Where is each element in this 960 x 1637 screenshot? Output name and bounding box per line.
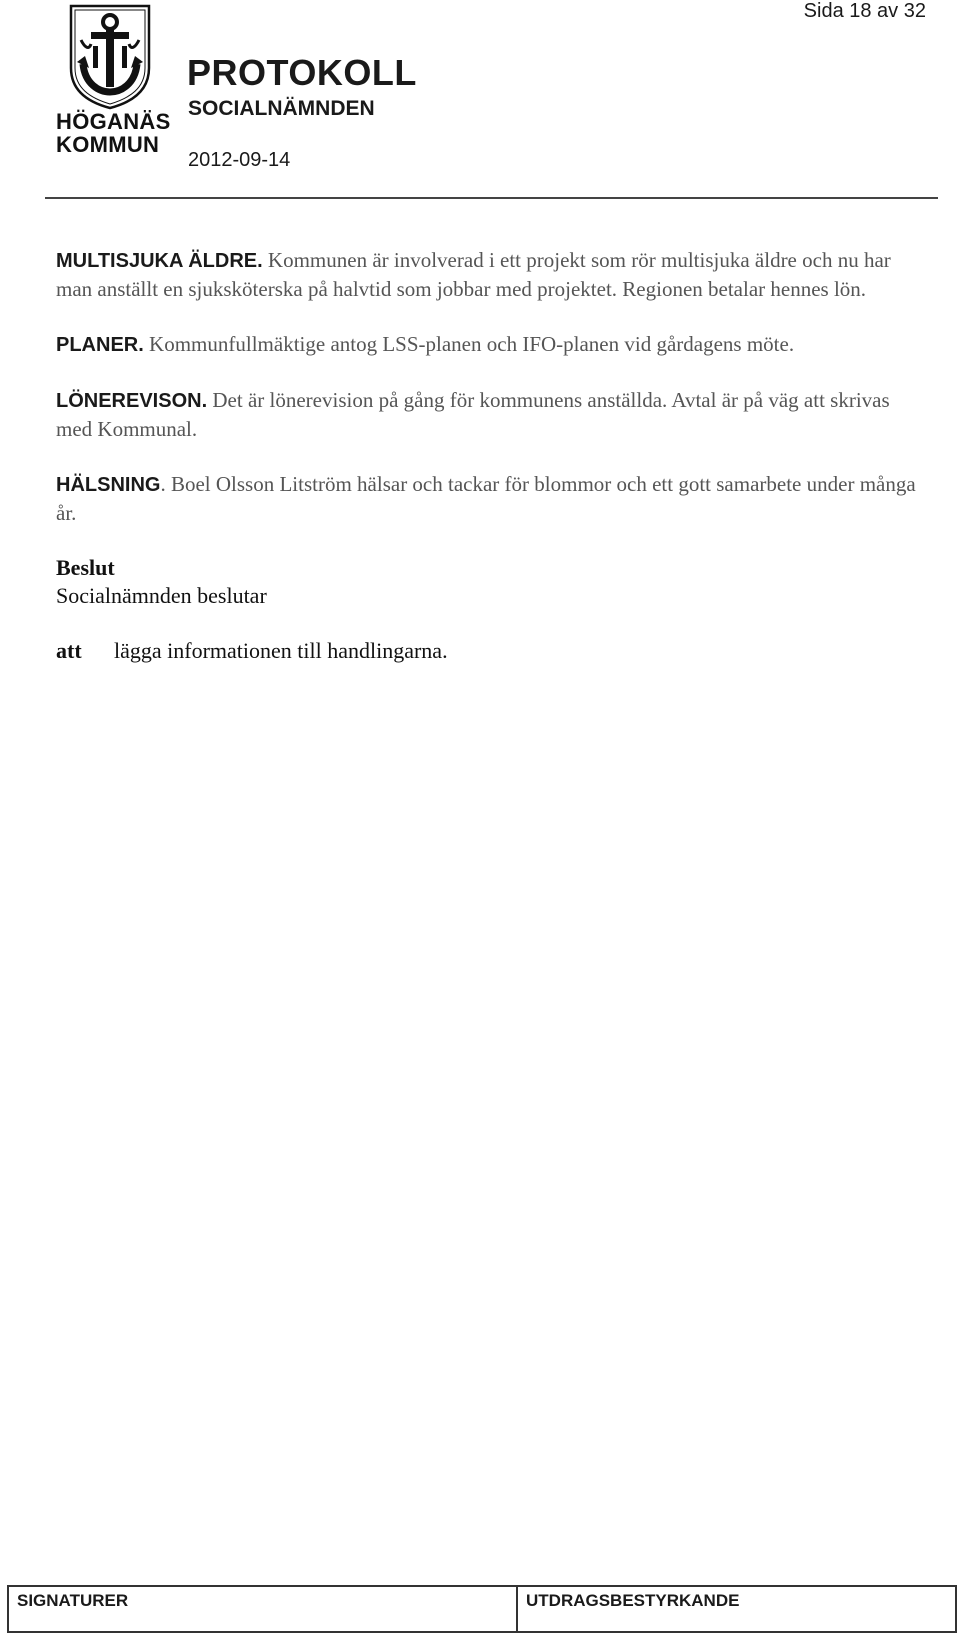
footer-signatures-cell: SIGNATURER [9, 1587, 518, 1631]
paragraph-heading: MULTISJUKA ÄLDRE. [56, 250, 263, 272]
paragraph-halsning [56, 470, 926, 527]
paragraph-text: Kommunfullmäktige antog LSS-planen och IFO-planen vid gårdagens möte. [143, 332, 795, 356]
document-date: 2012-09-14 [188, 149, 291, 171]
paragraph-text: Kommunen är involverad i ett projekt som rör multisjuka äldre och nu har man anställt en sjuksköterska på halvtid som jobbar med projektet. Regionen betalar hennes lön. [56, 248, 891, 301]
page-number: Sida 18 av 32 [803, 0, 926, 22]
paragraph-text: . Boel Olsson Litström hälsar och tackar för blommor och ett gott samarbete under många år. [56, 472, 916, 525]
paragraph-lonerevision [56, 386, 926, 443]
paragraph-heading: LÖNEREVISON. [56, 390, 208, 412]
paragraph-planer [56, 330, 926, 359]
logo-text [56, 110, 171, 156]
paragraph-multisjuka [56, 246, 926, 303]
paragraph-heading: HÄLSNING [56, 474, 161, 496]
header-divider [45, 197, 938, 199]
footer-signature-box [7, 1585, 957, 1633]
logo-text-line2: KOMMUN [56, 132, 160, 157]
decision-att-label: att [56, 638, 82, 663]
footer-certification-cell: UTDRAGSBESTYRKANDE [526, 1591, 740, 1610]
decision-row [56, 637, 926, 665]
document-subtitle: SOCIALNÄMNDEN [188, 97, 375, 120]
document-title: PROTOKOLL [187, 52, 417, 93]
decision-text: lägga informationen till handlingarna. [114, 638, 448, 663]
decision-heading: Beslut [56, 555, 115, 580]
paragraph-text: Det är lönerevision på gång för kommunens anställda. Avtal är på väg att skrivas med Kommunal. [56, 388, 890, 441]
decision-intro: Socialnämnden beslutar [56, 583, 267, 608]
document-body [56, 246, 926, 665]
paragraph-heading: PLANER. [56, 334, 144, 356]
logo-text-line1: HÖGANÄS [56, 109, 171, 134]
